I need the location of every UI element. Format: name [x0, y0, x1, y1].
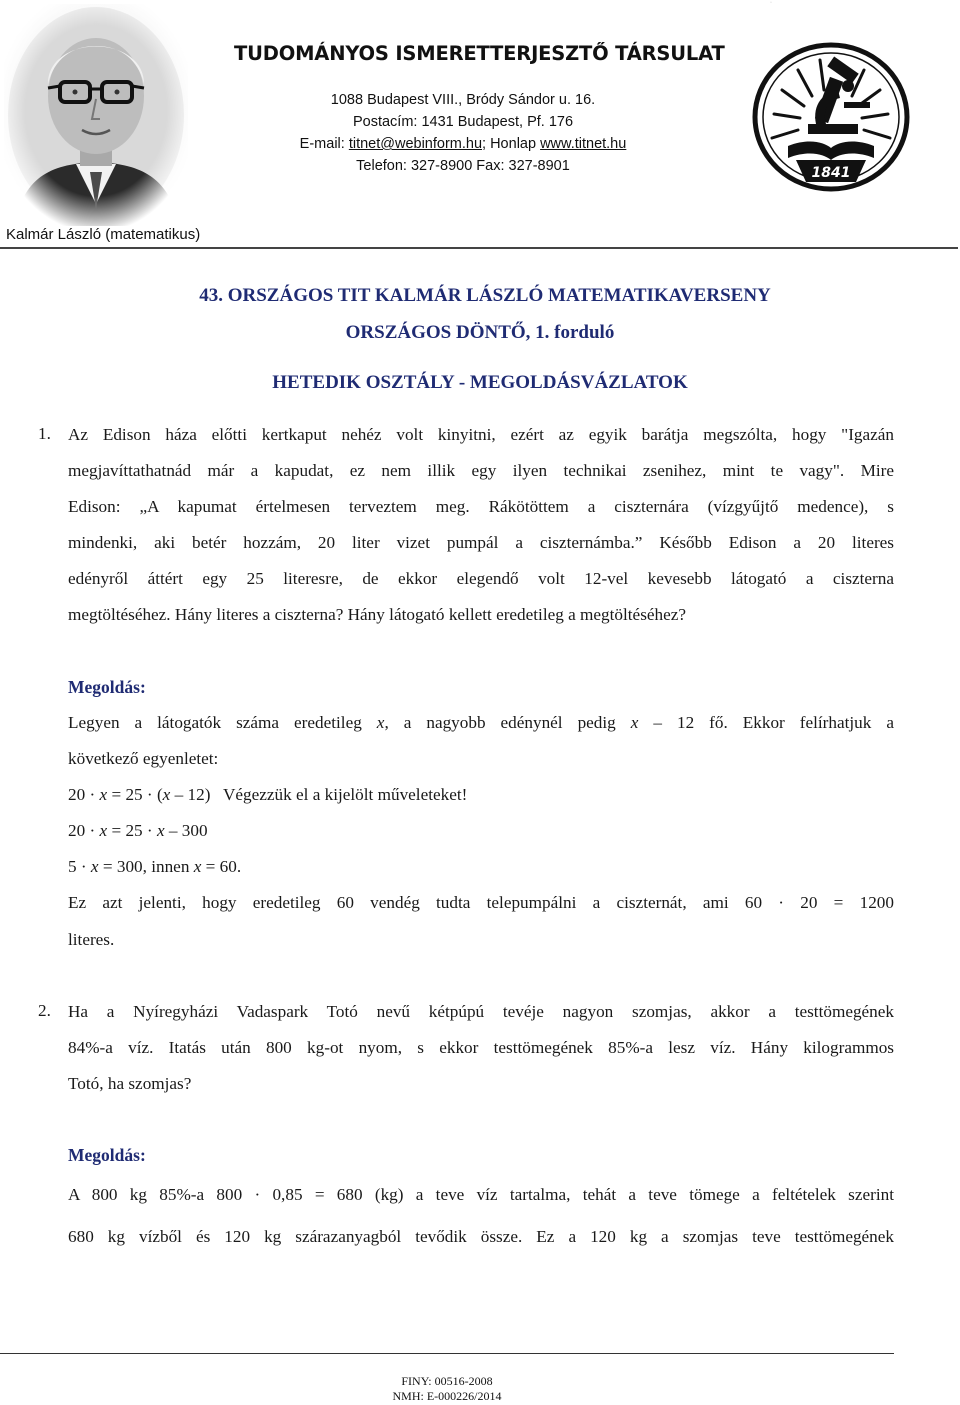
- email-link[interactable]: titnet@webinform.hu: [348, 136, 483, 152]
- problem-1-solution-label: Megoldás:: [68, 677, 146, 697]
- portrait-caption: Kalmár László (matematikus): [6, 226, 201, 243]
- grade-title: HETEDIK OSZTÁLY - MEGOLDÁSVÁZLATOK: [272, 372, 688, 393]
- equation-1: 20 · x = 25 · (x – 12) Végezzük el a kijelölt műveleteket!: [68, 785, 468, 804]
- problem-1-conclusion: Ez azt jelenti, hogy eredetileg 60 vendég tudta telepumpálni a ciszternát, ami 60 · 20 = 1200: [68, 893, 894, 912]
- competition-title: 43. ORSZÁGOS TIT KALMÁR LÁSZLÓ MATEMATIKAVERSENY: [199, 285, 771, 306]
- problem-2-solution-label: Megoldás:: [68, 1145, 146, 1165]
- problem-2-solution-line: A 800 kg 85%-a 800 · 0,85 = 680 (kg) a teve víz tartalma, tehát a teve tömege a feltételek szerint: [68, 1185, 894, 1204]
- homepage-link[interactable]: www.titnet.hu: [540, 136, 627, 152]
- footer-finy: FINY: 00516-2008: [401, 1374, 493, 1388]
- problem-1-line: megtöltéséhez. Hány literes a ciszterna? Hány látogató kellett eredetileg a megtöltéséhez?: [68, 605, 686, 624]
- problem-2-line: Ha a Nyíregyházi Vadaspark Totó nevű kétpúpú tevéje nagyon szomjas, akkor a testtömegének: [68, 1002, 894, 1021]
- logo-year: 1841: [811, 165, 851, 181]
- problem-1-conclusion: literes.: [68, 930, 115, 949]
- equation-2: 20 · x = 25 · x – 300: [68, 821, 208, 840]
- problem-1-number: 1.: [38, 424, 51, 443]
- org-phone: Telefon: 327-8900 Fax: 327-8901: [356, 158, 570, 174]
- problem-2-number: 2.: [38, 1001, 51, 1020]
- org-name: TUDOMÁNYOS ISMERETTERJESZTŐ TÁRSULAT: [234, 42, 725, 65]
- footer-divider: [0, 1353, 894, 1354]
- org-postal-address: Postacím: 1431 Budapest, Pf. 176: [352, 114, 574, 130]
- problem-1-line: mindenki, aki betér hozzám, 20 liter vizet pumpál a ciszternámba.” Később Edison a 20 literes: [68, 533, 894, 552]
- problem-1-line: edényről áttért egy 25 literesre, de ekkor elegendő volt 12-vel kevesebb látogató a ciszterna: [68, 569, 894, 588]
- problem-1-solution-line: következő egyenletet:: [68, 749, 219, 768]
- problem-2-solution-line: 680 kg vízből és 120 kg szárazanyagból tevődik össze. Ez a 120 kg a szomjas teve testtömegének: [68, 1227, 894, 1246]
- header-divider: [0, 247, 958, 249]
- problem-2-line: Totó, ha szomjas?: [68, 1074, 192, 1093]
- problem-1-solution-line: Legyen a látogatók száma eredetileg x, a nagyobb edénynél pedig x – 12 fő. Ekkor felírhatjuk a: [68, 713, 894, 732]
- footer-nmh: NMH: E-000226/2014: [392, 1389, 502, 1403]
- formula: 800 · 0,85 = 680 (kg): [216, 1185, 404, 1204]
- tit-logo: [752, 42, 910, 192]
- problem-1-line: Edison: „A kapumat értelmesen terveztem meg. Rákötöttem a ciszternára (vízgyűjtő medence), s: [68, 497, 894, 516]
- problem-2-line: 84%-a víz. Itatás után 800 kg-ot nyom, s ekkor testtömegének 85%-a lesz víz. Hány kilogrammos: [68, 1038, 894, 1057]
- problem-1-line: megjavíttathatnád már a kapudat, ez nem illik egy ilyen technikai zsenihez, mint te vagy". Mire: [68, 461, 894, 480]
- equation-3: 5 · x = 300, innen x = 60.: [68, 857, 242, 876]
- round-title: ORSZÁGOS DÖNTŐ, 1. forduló: [345, 322, 615, 343]
- org-email-line: [258, 133, 668, 155]
- logo-mark: ·: [770, 0, 772, 6]
- email-label: E-mail:: [299, 136, 349, 152]
- org-address: 1088 Budapest VIII., Bródy Sándor u. 16.: [330, 92, 596, 108]
- portrait-image: [4, 4, 188, 226]
- problem-1-line: Az Edison háza előtti kertkaput nehéz volt kinyitni, ezért az egyik barátja megszólta, hogy "Igazán: [68, 425, 894, 444]
- homepage-label: ; Honlap: [482, 136, 541, 152]
- org-contact-block: [258, 89, 668, 177]
